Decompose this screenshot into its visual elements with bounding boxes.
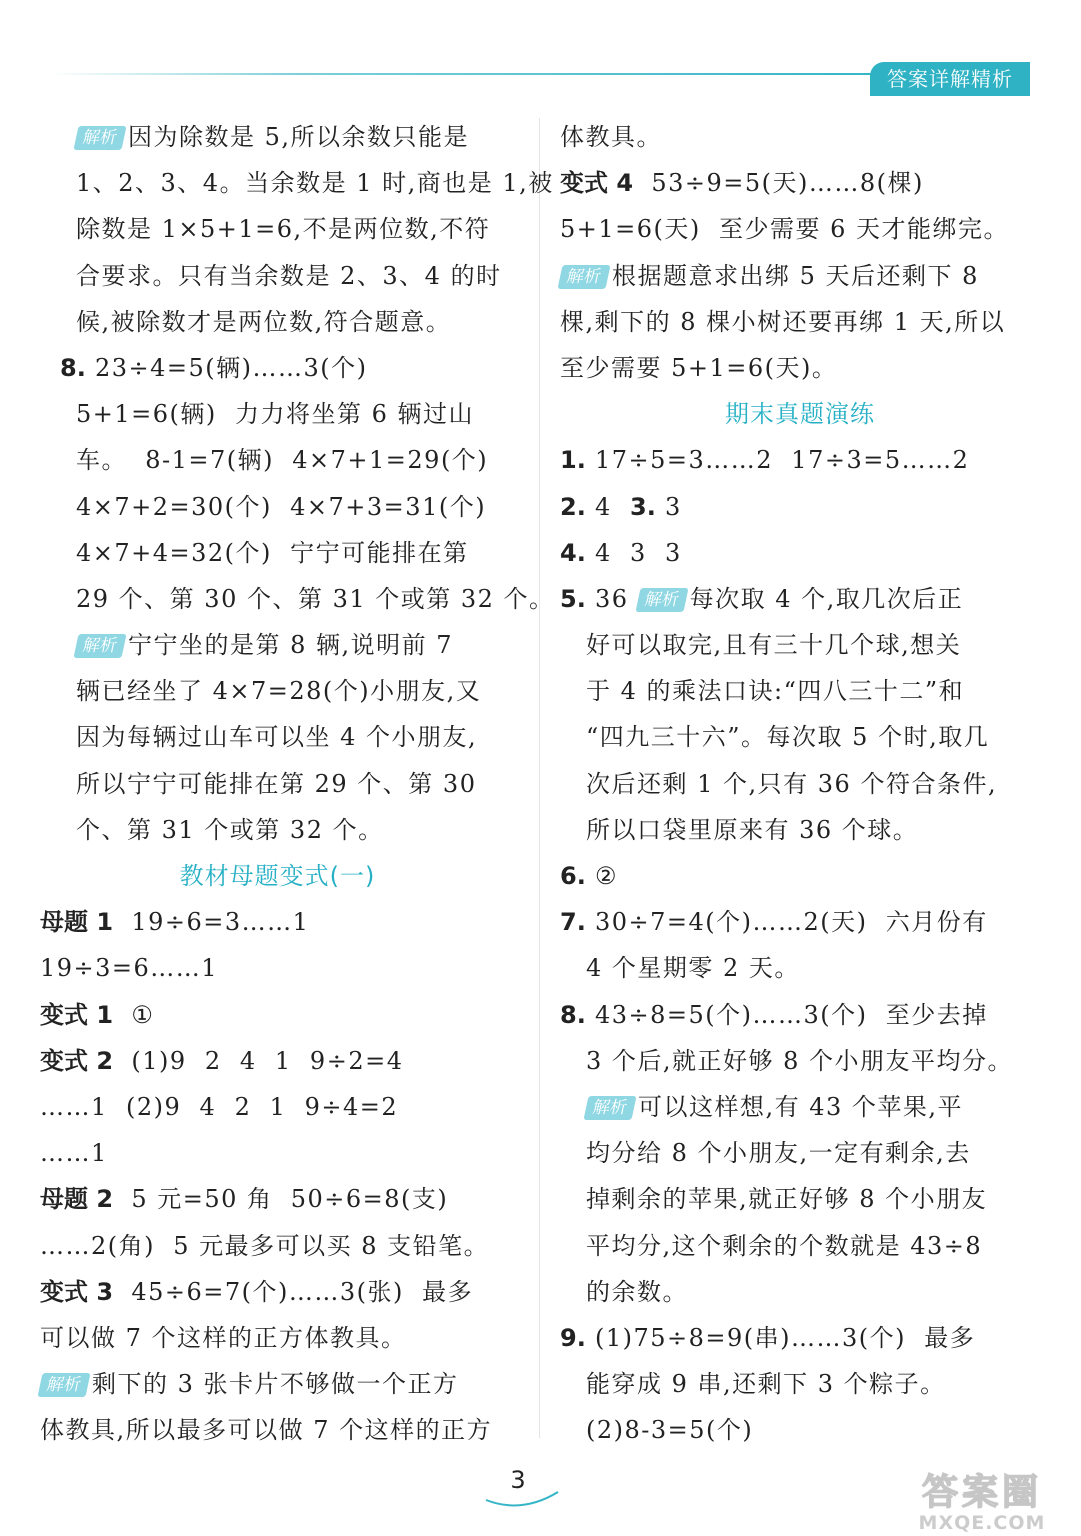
item-label: 变式 3: [40, 1277, 114, 1306]
text-line: 除数是 1×5+1=6,不是两位数,不符: [76, 215, 491, 244]
text-line: 1、2、3、4。当余数是 1 时,商也是 1,被: [76, 169, 554, 198]
text-line: 体教具,所以最多可以做 7 个这样的正方: [40, 1416, 493, 1445]
question-7: 7. 30÷7=4(个)……2(天) 六月份有: [560, 908, 988, 937]
text-line: 解析 根据题意求出绑 5 天后还剩下 8: [560, 253, 1040, 299]
text-line: 辆已经坐了 4×7=28(个)小朋友,又: [76, 677, 482, 706]
text-line: 母题 2 5 元=50 角 50÷6=8(支): [40, 1185, 449, 1214]
text-line: 解析 剩下的 3 张卡片不够做一个正方: [40, 1361, 515, 1407]
text-line: 好可以取完,且有三十几个球,想关: [586, 631, 962, 660]
analysis-badge: 解析: [37, 1373, 90, 1397]
text-line: ……2(角) 5 元最多可以买 8 支铅笔。: [40, 1231, 490, 1260]
text-line: 变式 4 53÷9=5(天)……8(棵): [560, 169, 924, 198]
watermark-logo: 答案圈 MXQE.COM: [918, 1472, 1046, 1534]
question-6: 6. ②: [560, 862, 618, 890]
text-line: 母题 1 19÷6=3……1: [40, 908, 310, 937]
question-1: 1. 17÷5=3……2 17÷3=5……2: [560, 446, 970, 475]
text-line: 的余数。: [586, 1277, 688, 1306]
page-number-swoosh: [482, 1488, 562, 1512]
header-rule: [50, 73, 875, 75]
text-line: 解析 可以这样想,有 43 个苹果,平: [560, 1084, 1040, 1130]
item-label: 变式 2: [40, 1046, 114, 1075]
text-line: 4×7+2=30(个) 4×7+3=31(个): [76, 492, 487, 521]
text-line: 19÷3=6……1: [40, 954, 219, 983]
text-line: 至少需要 5+1=6(天)。: [560, 353, 838, 382]
question-9: 9. (1)75÷8=9(串)……3(个) 最多: [560, 1323, 976, 1352]
text-line: 变式 1 ①: [40, 1000, 155, 1029]
text-line: 解析 因为除数是 5,所以余数只能是: [40, 114, 515, 160]
question-2-3: 2. 4 3. 3: [560, 492, 682, 521]
question-8: 8. 43÷8=5(个)……3(个) 至少去掉: [560, 1000, 988, 1029]
text-line: 4×7+4=32(个) 宁宁可能排在第: [76, 538, 469, 567]
text-line: 可以做 7 个这样的正方体教具。: [40, 1323, 407, 1352]
left-column: [40, 114, 555, 1453]
analysis-badge: 解析: [557, 265, 610, 289]
text-line: 候,被除数才是两位数,符合题意。: [76, 307, 452, 336]
header-tag: 答案详解精析: [870, 62, 1030, 96]
text-line: 因为每辆过山车可以坐 4 个小朋友,: [76, 723, 478, 752]
item-label: 变式 1: [40, 1000, 114, 1029]
text-line: ……1: [40, 1139, 108, 1168]
text-line: 均分给 8 个小朋友,一定有剩余,去: [586, 1139, 971, 1168]
text-line: 次后还剩 1 个,只有 36 个符合条件,: [586, 769, 998, 798]
analysis-badge: 解析: [73, 634, 126, 658]
text-line: 变式 2 (1)9 2 4 1 9÷2=4: [40, 1046, 404, 1075]
text-line: (2)8-3=5(个): [586, 1416, 754, 1445]
text-line: 4 个星期零 2 天。: [586, 954, 800, 983]
column-divider: [539, 118, 540, 1438]
text-line: 车。 8-1=7(辆) 4×7+1=29(个): [76, 446, 489, 475]
text-line: 个、第 31 个或第 32 个。: [76, 815, 384, 844]
text-line: 能穿成 9 串,还剩下 3 个粽子。: [586, 1370, 946, 1399]
text-line: 平均分,这个剩余的个数就是 43÷8: [586, 1231, 983, 1260]
text-line: 掉剩余的苹果,就正好够 8 个小朋友: [586, 1185, 988, 1214]
item-label: 变式 4: [560, 169, 634, 198]
page-number: 3: [510, 1466, 526, 1494]
text-line: 3 个后,就正好够 8 个小朋友平均分。: [586, 1046, 1014, 1075]
text-line: 所以口袋里原来有 36 个球。: [586, 815, 919, 844]
question-4: 4. 4 3 3: [560, 538, 682, 567]
text-line: 29 个、第 30 个、第 31 个或第 32 个。: [76, 584, 555, 613]
item-label: 母题 2: [40, 1185, 114, 1214]
text-line: 5+1=6(天) 至少需要 6 天才能绑完。: [560, 215, 1010, 244]
analysis-badge: 解析: [583, 1096, 636, 1120]
text-line: 变式 3 45÷6=7(个)……3(张) 最多: [40, 1277, 474, 1306]
text-line: 所以宁宁可能排在第 29 个、第 30: [76, 769, 477, 798]
question-number: 8.: [60, 353, 86, 382]
text-line: 于 4 的乘法口诀:“四八三十二”和: [586, 677, 965, 706]
item-label: 母题 1: [40, 908, 114, 937]
question-5: 5. 36 解析 每次取 4 个,取几次后正: [560, 584, 964, 613]
text-line: 解析 宁宁坐的是第 8 辆,说明前 7: [40, 622, 515, 668]
section-title: 教材母题变式(一): [179, 862, 376, 890]
text-line: ……1 (2)9 4 2 1 9÷4=2: [40, 1092, 399, 1121]
text-line: 体教具。: [560, 123, 662, 151]
question-8: 8. 23÷4=5(辆)……3(个): [60, 353, 368, 382]
text-line: 合要求。只有当余数是 2、3、4 的时: [76, 261, 502, 290]
text-line: 5+1=6(辆) 力力将坐第 6 辆过山: [76, 400, 475, 429]
analysis-badge: 解析: [635, 588, 688, 612]
analysis-badge: 解析: [73, 126, 126, 150]
section-title: 期末真题演练: [725, 400, 875, 429]
text-line: “四九三十六”。每次取 5 个时,取几: [586, 723, 990, 752]
text-line: 棵,剩下的 8 棵小树还要再绑 1 天,所以: [560, 307, 1006, 336]
right-column: [560, 114, 1040, 1453]
